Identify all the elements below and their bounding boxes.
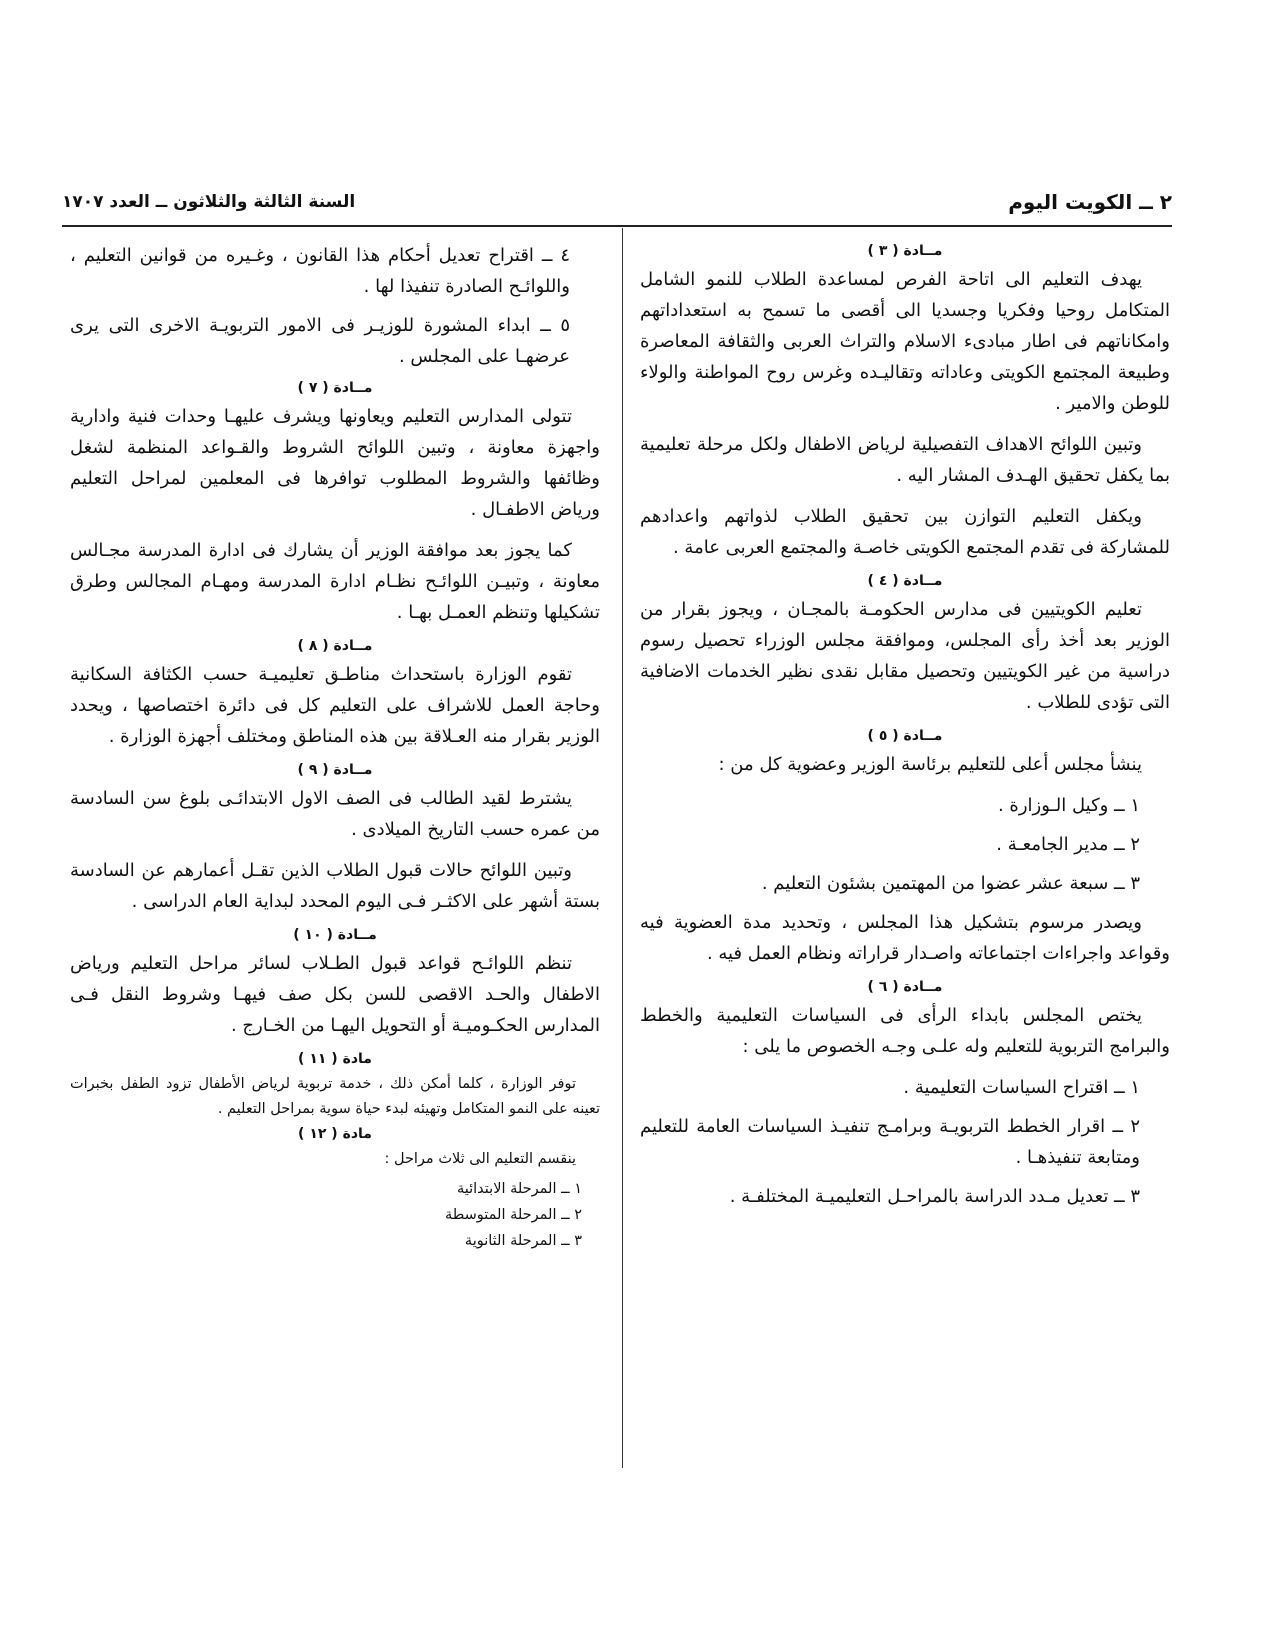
article-3-para-3: ويكفل التعليم التوازن بين تحقيق الطلاب لذواتهم واعدادهم للمشاركة فى تقدم المجتمع الكويتى خاصـة والمجتمع العربى عامة . [640, 506, 1170, 558]
article-5-para-1: ينشأ مجلس أعلى للتعليم برئاسة الوزير وعضوية كل من : [718, 754, 1142, 775]
article-6-item-5: ٥ ــ ابداء المشورة للوزيـر فى الامور التربويـة الاخرى التى يرى عرضهـا على المجلس . [70, 315, 570, 367]
article-6-heading: مــادة ( ٦ ) [867, 979, 943, 995]
article-3-para-2: وتبين اللوائح الاهداف التفصيلية لرياض الاطفال ولكل مرحلة تعليمية بما يكفل تحقيق الهـدف المشار اليه . [640, 434, 1170, 486]
article-10-para-1: تنظم اللوائـح قواعد قبول الطـلاب لسائر مراحل التعليم ورياض الاطفال والحـد الاقصى للسن بكل صف فيهـا وشروط النقل فـى المدارس الحكـوميـة أو التحويل اليهـا من الخـارج . [70, 953, 600, 1036]
article-12-item-3: ٣ ــ المرحلة الثانوية [464, 1233, 582, 1249]
article-5-para-2: ويصدر مرسوم بتشكيل هذا المجلس ، وتحديد مدة العضوية فيه وقواعد واجراءات اجتماعاته واصـدار قراراته ونظام العمل فيه . [640, 912, 1170, 964]
article-10-heading: مــادة ( ١٠ ) [293, 927, 377, 943]
article-8-para-1: تقوم الوزارة باستحداث مناطـق تعليميـة حسب الكثافة السكانية وحاجة العمل للاشراف على التعليم كل فى دائرة اختصاصها ، ويحدد الوزير بقرار منه العـلاقة بين هذه المناطق ومختلف أجهزة الوزارة . [70, 664, 600, 747]
page-header [62, 190, 1172, 220]
article-12-para-1: ينقسم التعليم الى ثلاث مراحل : [384, 1151, 576, 1167]
article-12-heading: مادة ( ١٢ ) [298, 1126, 372, 1142]
article-6-item-3: ٣ ــ تعديل مـدد الدراسة بالمراحـل التعليميـة المختلفـة . [729, 1186, 1140, 1207]
article-6-item-4: ٤ ــ اقتراح تعديل أحكام هذا القانون ، وغـيره من قوانين التعليم ، واللوائـح الصادرة تنفيذا لها . [70, 245, 570, 297]
article-9-para-2: وتبين اللوائح حالات قبول الطلاب الذين تقـل أعمارهم عن السادسة بستة أشهر على الاكثـر فـى اليوم المحدد لبداية العام الدراسى . [70, 860, 600, 912]
article-8-heading: مــادة ( ٨ ) [297, 638, 373, 654]
article-9-para-1: يشترط لقيد الطالب فى الصف الاول الابتدائـى بلوغ سن السادسة من عمره حسب التاريخ الميلادى . [70, 788, 600, 840]
article-6-item-1: ١ ــ اقتراح السياسات التعليمية . [903, 1077, 1140, 1098]
article-12-item-2: ٢ ــ المرحلة المتوسطة [444, 1207, 582, 1223]
article-7-para-1: تتولى المدارس التعليم ويعاونها ويشرف عليهـا وحدات فنية وادارية واجهزة معاونة ، وتبين اللوائح الشروط والقـواعد المنظمة لشغل وظائفها والشروط المطلوب توافرها فى المعلمين لمراحل التعليم ورياض الاطفـال . [70, 406, 600, 520]
article-11-heading: مادة ( ١١ ) [298, 1051, 372, 1067]
article-5-item-2: ٢ ــ مدير الجامعـة . [996, 834, 1140, 855]
column-divider [622, 228, 623, 1468]
article-5-item-1: ١ ــ وكيل الـوزارة . [997, 795, 1140, 816]
article-11-para-1: توفر الوزارة ، كلما أمكن ذلك ، خدمة تربوية لرياض الأطفال تزود الطفل بخبرات تعينه على النمو المتكامل وتهيئه لبدء حياة سوية بمراحل التعليم . [70, 1076, 600, 1117]
article-12-item-1: ١ ــ المرحلة الابتدائية [456, 1181, 582, 1197]
article-9-heading: مــادة ( ٩ ) [297, 762, 373, 778]
article-7-heading: مــادة ( ٧ ) [297, 380, 373, 396]
header-rule [62, 225, 1172, 227]
article-6-item-2: ٢ ــ اقرار الخطط التربويـة وبرامـج تنفيـذ السياسات العامة للتعليم ومتابعة تنفيذهـا . [640, 1116, 1140, 1168]
article-4-heading: مــادة ( ٤ ) [867, 573, 943, 589]
article-4-para-1: تعليم الكويتيين فى مدارس الحكومـة بالمجـان ، ويجوز بقرار من الوزير بعد أخذ رأى المجلس، وموافقة مجلس الوزراء تحصيل رسوم دراسية من غير الكويتيين وتحصيل مقابل نقدى نظير الخدمات الاضافية التى تؤدى للطلاب . [640, 599, 1170, 713]
right-column [640, 240, 1170, 1220]
header-issue-info: السنة الثالثة والثلاثون ــ العدد ١٧٠٧ [62, 192, 356, 212]
article-5-item-3: ٣ ــ سبعة عشر عضوا من المهتمين بشئون التعليم . [761, 873, 1140, 894]
article-5-heading: مــادة ( ٥ ) [867, 728, 943, 744]
article-6-para-1: يختص المجلس بابداء الرأى فى السياسات التعليمية والخطط والبرامج التربوية للتعليم وله علـى وجـه الخصوص ما يلى : [640, 1005, 1170, 1057]
header-page-title: ٢ ــ الكويت اليوم [1008, 190, 1172, 214]
article-7-para-2: كما يجوز بعد موافقة الوزير أن يشارك فى ادارة المدرسة مجـالس معاونة ، وتبيـن اللوائـح نظـام ادارة المدرسة ومهـام المجالس وطرق تشكيلها وتنظم العمـل بهـا . [70, 540, 600, 623]
article-3-para-1: يهدف التعليم الى اتاحة الفرص لمساعدة الطلاب للنمو الشامل المتكامل روحيا وفكريا وجسديا الى أقصى ما تسمح به استعداداتهم وامكاناتهم فى اطار مبادىء الاسلام والتراث العربى والثقافة المعاصرة وطبيعة المجتمع الكويتى وعاداته وتقاليـده وغرس روح المواطنة والولاء للوطن والامير . [640, 269, 1170, 414]
article-3-heading: مــادة ( ٣ ) [867, 243, 943, 259]
left-column [70, 240, 600, 1254]
